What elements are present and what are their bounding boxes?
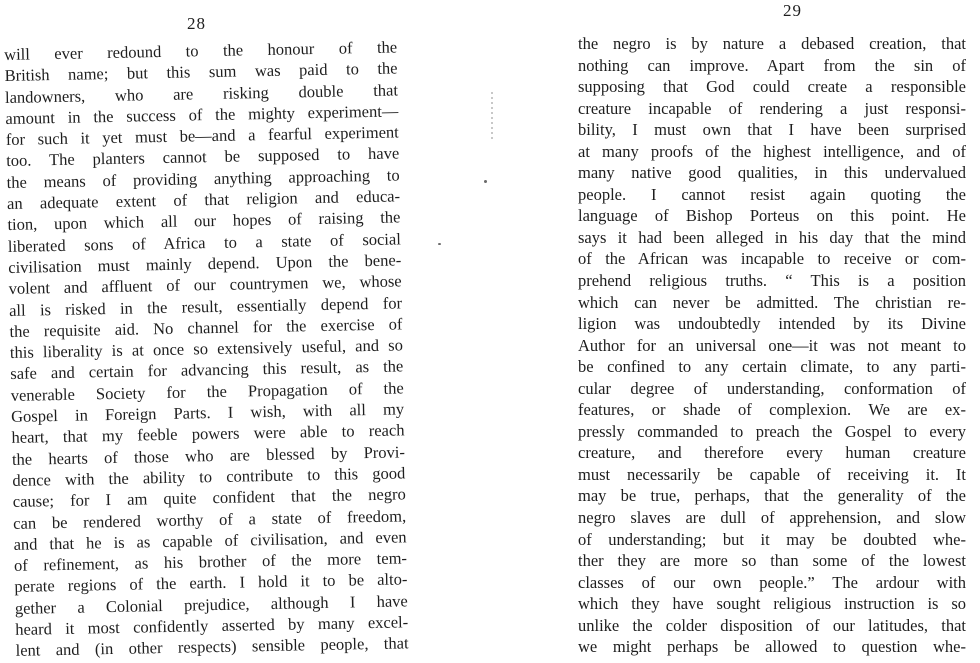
text-line: too. The planters cannot be supposed to have [6, 143, 400, 171]
text-line: heard it most confidently asserted by many excel- [15, 612, 409, 639]
text-line: lent and (in other respects) sensible people, that [15, 633, 409, 661]
text-line: an adequate extent of that religion and educa- [6, 186, 401, 214]
text-line: nothing can improve. Apart from the sin of [578, 55, 966, 75]
text-line: of understanding; but it may be doubted whe- [578, 529, 966, 549]
text-line: says it had been alleged in his day that the mind [578, 227, 966, 247]
text-line: language of Bishop Porteus on this point. He [578, 206, 966, 226]
page-number-left: 28 [187, 14, 206, 33]
text-line: and that he is as capable of civilisation, and even [13, 527, 407, 554]
text-line: the hearts of those who are blessed by Provi- [11, 442, 406, 469]
text-line: dence with the ability to contribute to this good [12, 463, 406, 490]
text-line: of refinement, as his brother of the more tem- [13, 548, 408, 576]
text-line: civilisation must mainly depend. Upon the bene- [8, 250, 402, 277]
text-line: creature incapable of rendering a just responsi- [578, 98, 966, 118]
text-line: bility, I must own that I have been surprised [578, 120, 966, 140]
text-line: creature, and therefore every human creature [578, 443, 966, 463]
text-line: we might perhaps be allowed to question whe- [578, 637, 966, 657]
page-number-right: 29 [783, 1, 802, 20]
text-line: Author for an universal one—it was not meant to [578, 335, 966, 355]
text-line: landowners, who are risking double that [4, 80, 399, 107]
text-line: pressly commanded to preach the Gospel to every [578, 421, 966, 441]
text-line: which can never be admitted. The christian re- [578, 292, 966, 312]
right-page [490, 0, 980, 663]
text-line: prehend religious truths. “ This is a position [578, 271, 966, 291]
text-line: amount in the success of the mighty experiment— [5, 101, 399, 128]
text-line: Gospel in Foreign Parts. I wish, with all my [10, 399, 405, 426]
text-line: this liberality is at once so extensively useful, and so [9, 335, 404, 363]
text-line: for such it yet must be—and a fearful experiment [5, 122, 399, 150]
text-line: of the African was incapable to receive or com- [578, 249, 966, 269]
right-page-text [578, 33, 966, 658]
text-line: all is risked in the result, essentially depend for [8, 292, 403, 320]
text-line: cular degree of understanding, conformation of [578, 378, 966, 398]
text-line: volent and affluent of our countrymen we, whose [8, 271, 402, 299]
text-line: tion, upon which all our hopes of raising the [7, 207, 401, 235]
text-line: the negro is by nature a debased creation, that [578, 34, 966, 53]
text-line: can be rendered worthy of a state of freedom, [13, 505, 407, 533]
text-line: safe and certain for advancing this result, as the [10, 356, 404, 384]
text-line: British name; but this sum was paid to the [4, 58, 398, 86]
text-line: be confined to any certain climate, to any parti- [578, 357, 966, 377]
ink-speck [438, 243, 441, 245]
text-line: may be true, perhaps, that the generality of the [578, 486, 966, 506]
text-line: negro slaves are dull of apprehension, and slow [578, 508, 966, 528]
text-line: cause; for I am quite confident that the negro [12, 484, 406, 512]
text-line: liberated sons of Africa to a state of social [7, 229, 401, 256]
ink-speck [484, 180, 487, 183]
text-line: supposing that God could create a responsible [578, 77, 966, 97]
text-line: heart, that my feeble powers were able to reach [11, 420, 405, 448]
text-line: many native good qualities, in this undervalued [578, 163, 966, 183]
text-line: venerable Society for the Propagation of the [10, 378, 404, 405]
text-line: gether a Colonial prejudice, although I have [14, 591, 408, 618]
text-line: which they have sought religious instruction is so [578, 594, 966, 614]
text-line: must necessarily be capable of receiving it. It [578, 464, 966, 484]
text-line: at many proofs of the highest intelligence, and of [578, 141, 966, 161]
text-line: the means of providing anything approaching to [6, 165, 400, 192]
text-line: people. I cannot resist again quoting the [578, 184, 966, 204]
text-line: classes of our own people.” The ardour with [578, 572, 966, 592]
text-line: ther they are more so than some of the lowest [578, 551, 966, 571]
text-line: perate regions of the earth. I hold it to be alto- [14, 569, 408, 597]
text-line: the requisite aid. No channel for the exercise of [9, 314, 403, 341]
text-line: ligion was undoubtedly intended by its Divine [578, 314, 966, 334]
text-line: unlike the colder disposition of our latitudes, that [578, 615, 966, 635]
left-page-text [4, 36, 409, 661]
text-line: features, or shade of complexion. We are ex- [578, 400, 966, 420]
text-line: will ever redound to the honour of the [4, 37, 398, 64]
